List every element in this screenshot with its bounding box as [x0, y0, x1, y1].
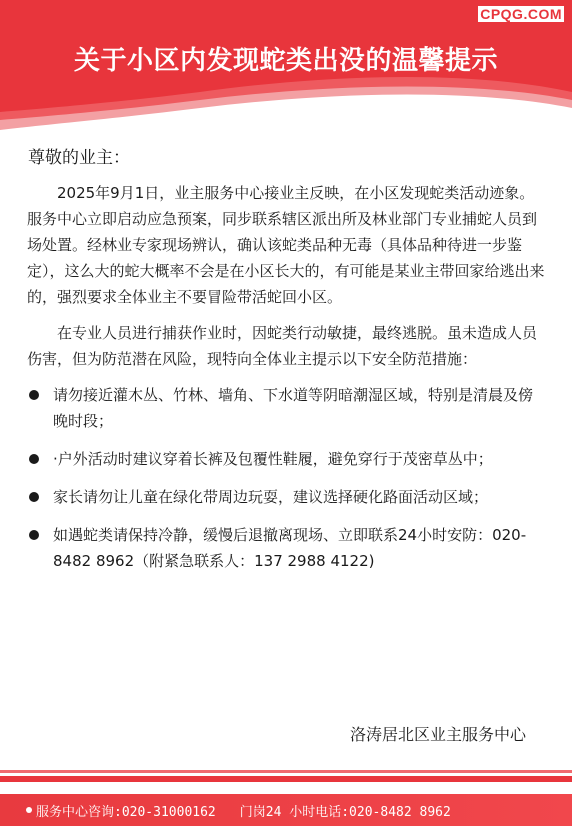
footer-divider-thin [0, 770, 572, 773]
list-item [27, 484, 547, 510]
guard-hotline: 门岗24 小时电话:020-8482 8962 [239, 804, 451, 820]
bullet-icon [29, 530, 39, 540]
paragraph-capture: 在专业人员进行捕获作业时，因蛇类行动敏捷，最终逃脱。虽未造成人员伤害，但为防范潜在风险，现特向全体业主提示以下安全防范措施： [27, 324, 538, 368]
bullet-text: 家长请勿让儿童在绿化带周边玩耍，建议选择硬化路面活动区域； [53, 488, 489, 506]
notice-body [27, 180, 547, 586]
bullet-text: 请勿接近灌木丛、竹林、墙角、下水道等阴暗潮湿区域，特别是清晨及傍晚时段； [53, 386, 534, 430]
site-watermark: CPQG.COM [480, 6, 562, 22]
list-item [27, 446, 547, 472]
signature: 洛涛居北区业主服务中心 [349, 725, 526, 744]
bullet-text: ·户外活动时建议穿着长裤及包覆性鞋履，避免穿行于茂密草丛中； [53, 450, 493, 468]
bullet-icon [29, 454, 39, 464]
bullet-text: 如遇蛇类请保持冷静，缓慢后退撤离现场、立即联系24小时安防：020-8482 8962（附紧急联系人：137 2988 4122) [53, 526, 527, 570]
safety-measures-list [27, 382, 547, 574]
bullet-icon [29, 390, 39, 400]
bullet-icon [26, 807, 32, 813]
paragraph-incident: 2025年9月1日，业主服务中心接业主反映，在小区发现蛇类活动迹象。服务中心立即启动应急预案，同步联系辖区派出所及林业部门专业捕蛇人员到场处置。经林业专家现场辨认，确认该蛇类品种无毒（具体品种待进一步鉴定），这么大的蛇大概率不会是在小区长大的，有可能是某业主带回家给逃出来的，强烈要求全体业主不要冒险带活蛇回小区。 [27, 184, 545, 306]
footer-divider-thick [0, 776, 572, 782]
greeting: 尊敬的业主： [28, 148, 130, 168]
list-item [27, 522, 547, 574]
service-center-phone: 服务中心咨询:020-31000162 [36, 804, 216, 820]
footer-contact-bar [0, 794, 572, 826]
list-item [27, 382, 547, 434]
page-title: 关于小区内发现蛇类出没的温馨提示 [73, 46, 498, 76]
bullet-icon [29, 492, 39, 502]
